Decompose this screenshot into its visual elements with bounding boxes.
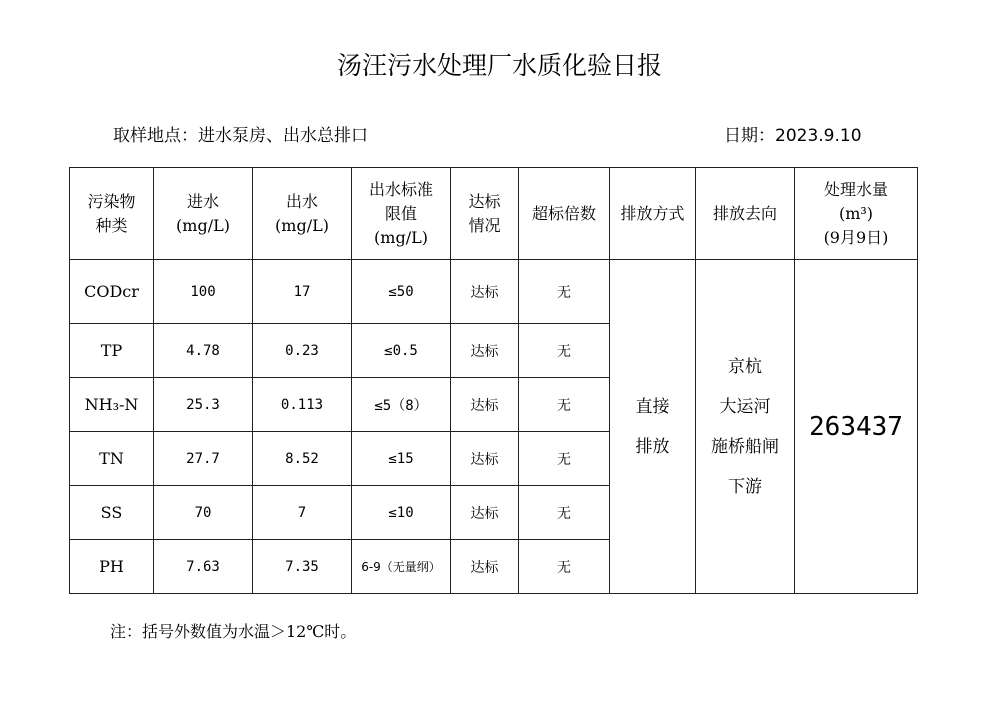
limit-cell: ≤5（8） bbox=[352, 378, 451, 432]
param-cell: NH₃-N bbox=[70, 378, 154, 432]
status-cell: 达标 bbox=[451, 486, 519, 540]
param-cell: TN bbox=[70, 432, 154, 486]
header-pollutant: 污染物 种类 bbox=[70, 168, 154, 260]
param-cell: CODcr bbox=[70, 260, 154, 324]
effluent-cell: 8.52 bbox=[253, 432, 352, 486]
status-cell: 达标 bbox=[451, 324, 519, 378]
header-volume: 处理水量 (m³) (9月9日) bbox=[795, 168, 918, 260]
influent-cell: 4.78 bbox=[154, 324, 253, 378]
discharge-destination-cell: 京杭 大运河 施桥船闸 下游 bbox=[696, 260, 795, 594]
table-row bbox=[70, 260, 918, 324]
exceed-cell: 无 bbox=[519, 486, 610, 540]
status-cell: 达标 bbox=[451, 260, 519, 324]
table-header-row bbox=[70, 168, 918, 260]
influent-cell: 25.3 bbox=[154, 378, 253, 432]
effluent-cell: 7.35 bbox=[253, 540, 352, 594]
header-discharge-destination: 排放去向 bbox=[696, 168, 795, 260]
influent-cell: 70 bbox=[154, 486, 253, 540]
param-cell: SS bbox=[70, 486, 154, 540]
status-cell: 达标 bbox=[451, 432, 519, 486]
exceed-cell: 无 bbox=[519, 324, 610, 378]
limit-cell: ≤10 bbox=[352, 486, 451, 540]
effluent-cell: 0.23 bbox=[253, 324, 352, 378]
header-effluent: 出水 (mg/L) bbox=[253, 168, 352, 260]
limit-cell: ≤15 bbox=[352, 432, 451, 486]
exceed-cell: 无 bbox=[519, 260, 610, 324]
header-compliance: 达标 情况 bbox=[451, 168, 519, 260]
status-cell: 达标 bbox=[451, 378, 519, 432]
exceed-cell: 无 bbox=[519, 432, 610, 486]
param-cell: TP bbox=[70, 324, 154, 378]
report-title: 汤汪污水处理厂水质化验日报 bbox=[336, 51, 662, 80]
limit-cell: 6-9（无量纲） bbox=[352, 540, 451, 594]
effluent-cell: 0.113 bbox=[253, 378, 352, 432]
limit-cell: ≤0.5 bbox=[352, 324, 451, 378]
sampling-location: 取样地点：进水泵房、出水总排口 bbox=[113, 126, 368, 146]
param-cell: PH bbox=[70, 540, 154, 594]
footnote: 注：括号外数值为水温＞12℃时。 bbox=[110, 622, 357, 641]
header-discharge-method: 排放方式 bbox=[610, 168, 696, 260]
exceed-cell: 无 bbox=[519, 378, 610, 432]
header-influent: 进水 (mg/L) bbox=[154, 168, 253, 260]
header-exceed: 超标倍数 bbox=[519, 168, 610, 260]
discharge-method-cell: 直接 排放 bbox=[610, 260, 696, 594]
effluent-cell: 17 bbox=[253, 260, 352, 324]
report-date: 日期：2023.9.10 bbox=[724, 126, 862, 146]
volume-cell: 263437 bbox=[795, 260, 918, 594]
water-quality-table bbox=[69, 167, 918, 594]
influent-cell: 27.7 bbox=[154, 432, 253, 486]
effluent-cell: 7 bbox=[253, 486, 352, 540]
status-cell: 达标 bbox=[451, 540, 519, 594]
limit-cell: ≤50 bbox=[352, 260, 451, 324]
header-limit: 出水标准 限值 (mg/L) bbox=[352, 168, 451, 260]
influent-cell: 100 bbox=[154, 260, 253, 324]
influent-cell: 7.63 bbox=[154, 540, 253, 594]
exceed-cell: 无 bbox=[519, 540, 610, 594]
